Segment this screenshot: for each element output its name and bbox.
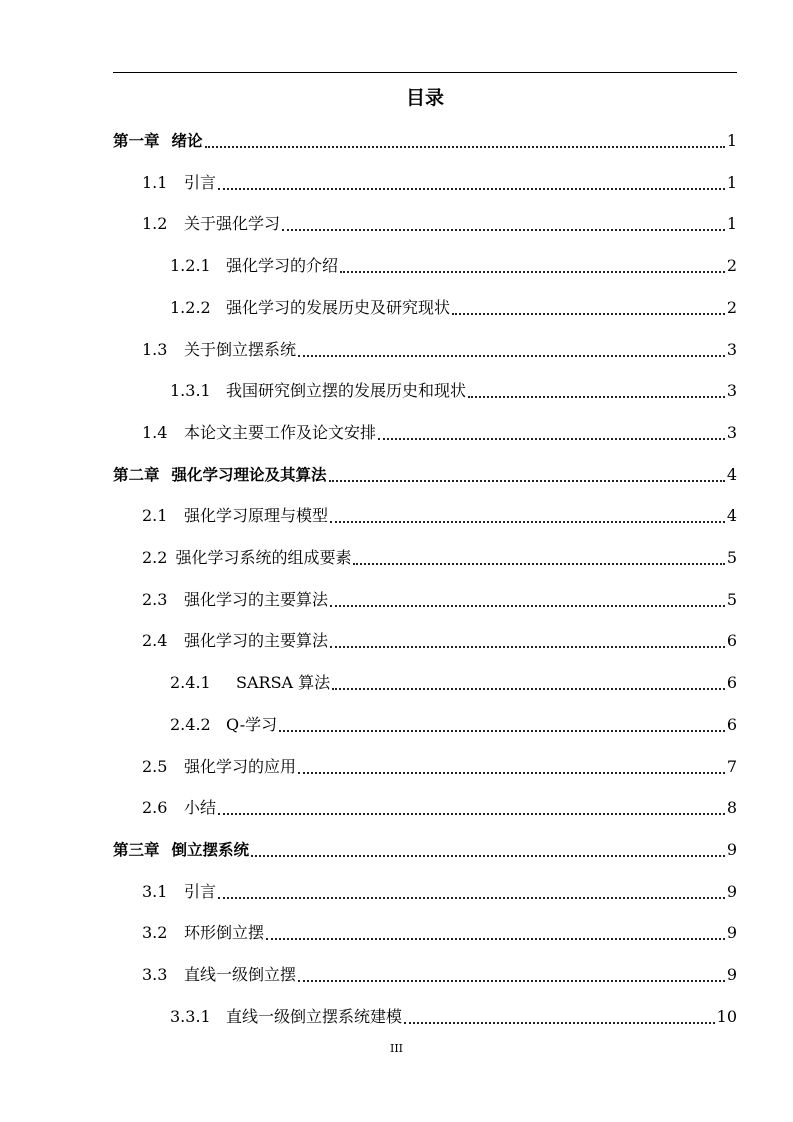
toc-entry-number: 第三章: [113, 841, 160, 859]
toc-entry-title: 本论文主要工作及论文安排: [184, 423, 377, 442]
toc-entry-page: 1: [726, 131, 737, 150]
toc-entry-number: 1.3: [142, 340, 168, 359]
dot-leader: [298, 354, 725, 357]
page-title: 目录: [405, 87, 444, 109]
dot-leader: [452, 312, 725, 315]
toc-entry-number: 2.1: [142, 506, 168, 525]
toc-entry-page: 6: [726, 673, 737, 692]
toc-entry-title: Q-学习: [226, 715, 278, 734]
toc-entry-number: 3.2: [142, 923, 168, 942]
toc-entry[interactable]: [113, 460, 737, 486]
toc-entry-title: 强化学习的主要算法: [184, 590, 329, 609]
dot-leader: [329, 479, 725, 482]
toc-entry[interactable]: [113, 376, 737, 402]
toc-entry-number: 2.2: [142, 548, 168, 567]
toc-entry[interactable]: [113, 1002, 737, 1028]
toc-entry-title: 强化学习的发展历史及研究现状: [226, 298, 451, 317]
dot-leader: [218, 896, 725, 899]
toc-entry[interactable]: [113, 877, 737, 903]
page-number: III: [389, 1042, 404, 1055]
toc-entry-number: 3.1: [142, 882, 168, 901]
toc-entry[interactable]: [113, 168, 737, 194]
toc-entry-page: 6: [726, 715, 737, 734]
toc-entry-number: 1.4: [142, 423, 168, 442]
toc-entry-title: 引言: [184, 173, 217, 192]
dot-leader: [218, 812, 725, 815]
toc-entry-page: 9: [726, 882, 737, 901]
dot-leader: [330, 645, 725, 648]
toc-entry-number: 1.2.2: [170, 298, 211, 317]
dot-leader: [330, 520, 725, 523]
toc-entry-title: 强化学习理论及其算法: [171, 466, 327, 484]
toc-entry-title: 关于强化学习: [184, 214, 281, 233]
toc-entry-page: 4: [726, 465, 737, 484]
toc-entry-title: 直线一级倒立摆: [184, 965, 297, 984]
toc-entry[interactable]: [113, 918, 737, 944]
toc-entry[interactable]: [113, 835, 737, 861]
toc-entry-title: 环形倒立摆: [184, 923, 265, 942]
toc-entry-number: 2.6: [142, 798, 168, 817]
toc-entry-title: 强化学习系统的组成要素: [175, 548, 352, 567]
dot-leader: [332, 687, 725, 690]
toc-entry-title: 直线一级倒立摆系统建模: [226, 1007, 403, 1026]
toc-entry[interactable]: [113, 960, 737, 986]
dot-leader: [378, 437, 725, 440]
dot-leader: [266, 937, 725, 940]
toc-entry-title: 绪论: [171, 132, 203, 150]
dot-leader: [279, 729, 725, 732]
toc-entry-title: 强化学习的介绍: [226, 256, 339, 275]
toc-entry-page: 5: [726, 548, 737, 567]
toc-entry[interactable]: [113, 585, 737, 611]
toc-entry-title: 我国研究倒立摆的发展历史和现状: [226, 381, 467, 400]
toc-entry-number: 3.3: [142, 965, 168, 984]
toc-entry-number: 1.2.1: [170, 256, 211, 275]
toc-entry[interactable]: [113, 501, 737, 527]
toc-entry-number: 第一章: [113, 132, 160, 150]
toc-entry-number: 2.3: [142, 590, 168, 609]
toc-entry-page: 3: [726, 340, 737, 359]
toc-entry-page: 3: [726, 381, 737, 400]
toc-entry-page: 9: [726, 923, 737, 942]
toc-entry-page: 10: [716, 1007, 737, 1026]
toc-entry-number: 1.3.1: [170, 381, 211, 400]
toc-entry-title: 强化学习原理与模型: [184, 506, 329, 525]
toc-entry-number: 2.5: [142, 757, 168, 776]
toc-entry[interactable]: [113, 793, 737, 819]
toc-entry-title: SARSA 算法: [236, 673, 331, 692]
toc-entry[interactable]: [113, 209, 737, 235]
toc-entry[interactable]: [113, 668, 737, 694]
toc-entry-number: 2.4.2: [170, 715, 211, 734]
toc-entry[interactable]: [113, 126, 737, 152]
dot-leader: [404, 1021, 715, 1024]
toc-entry-title: 小结: [184, 798, 217, 817]
toc-entry-page: 6: [726, 631, 737, 650]
dot-leader: [282, 228, 725, 231]
toc-entry[interactable]: [113, 752, 737, 778]
dot-leader: [330, 604, 725, 607]
toc-entry[interactable]: [113, 543, 737, 569]
toc-entry-page: 9: [726, 840, 737, 859]
toc-entry-page: 5: [726, 590, 737, 609]
toc-entry-title: 关于倒立摆系统: [184, 340, 297, 359]
toc-entry-number: 1.2: [142, 214, 168, 233]
dot-leader: [218, 187, 725, 190]
dot-leader: [298, 979, 725, 982]
toc-entry[interactable]: [113, 626, 737, 652]
toc-entry-title: 强化学习的主要算法: [184, 631, 329, 650]
toc-entry-page: 7: [726, 757, 737, 776]
toc-entry-page: 4: [726, 506, 737, 525]
toc-entry-page: 1: [726, 173, 737, 192]
dot-leader: [353, 562, 724, 565]
toc-entry-page: 3: [726, 423, 737, 442]
dot-leader: [298, 771, 725, 774]
toc-entry-title: 引言: [184, 882, 217, 901]
toc-entry-number: 3.3.1: [170, 1007, 211, 1026]
toc-entry-page: 2: [726, 298, 737, 317]
toc-entry-title: 强化学习的应用: [184, 757, 297, 776]
toc-entry-number: 1.1: [142, 173, 168, 192]
toc-entry-number: 第二章: [113, 466, 160, 484]
dot-leader: [340, 270, 725, 273]
dot-leader: [468, 395, 725, 398]
toc-entry[interactable]: [113, 293, 737, 319]
toc-entry[interactable]: [113, 335, 737, 361]
toc-entry-title: 倒立摆系统: [171, 841, 250, 859]
toc-entry-page: 8: [726, 798, 737, 817]
toc-entry-number: 2.4.1: [170, 673, 211, 692]
toc-entry-page: 2: [726, 256, 737, 275]
toc-entry[interactable]: [113, 710, 737, 736]
toc-entry[interactable]: [113, 251, 737, 277]
toc-entry-page: 9: [726, 965, 737, 984]
dot-leader: [251, 854, 725, 857]
toc-entry-number: 2.4: [142, 631, 168, 650]
toc-entry-page: 1: [726, 214, 737, 233]
toc-entry[interactable]: [113, 418, 737, 444]
dot-leader: [205, 145, 725, 148]
